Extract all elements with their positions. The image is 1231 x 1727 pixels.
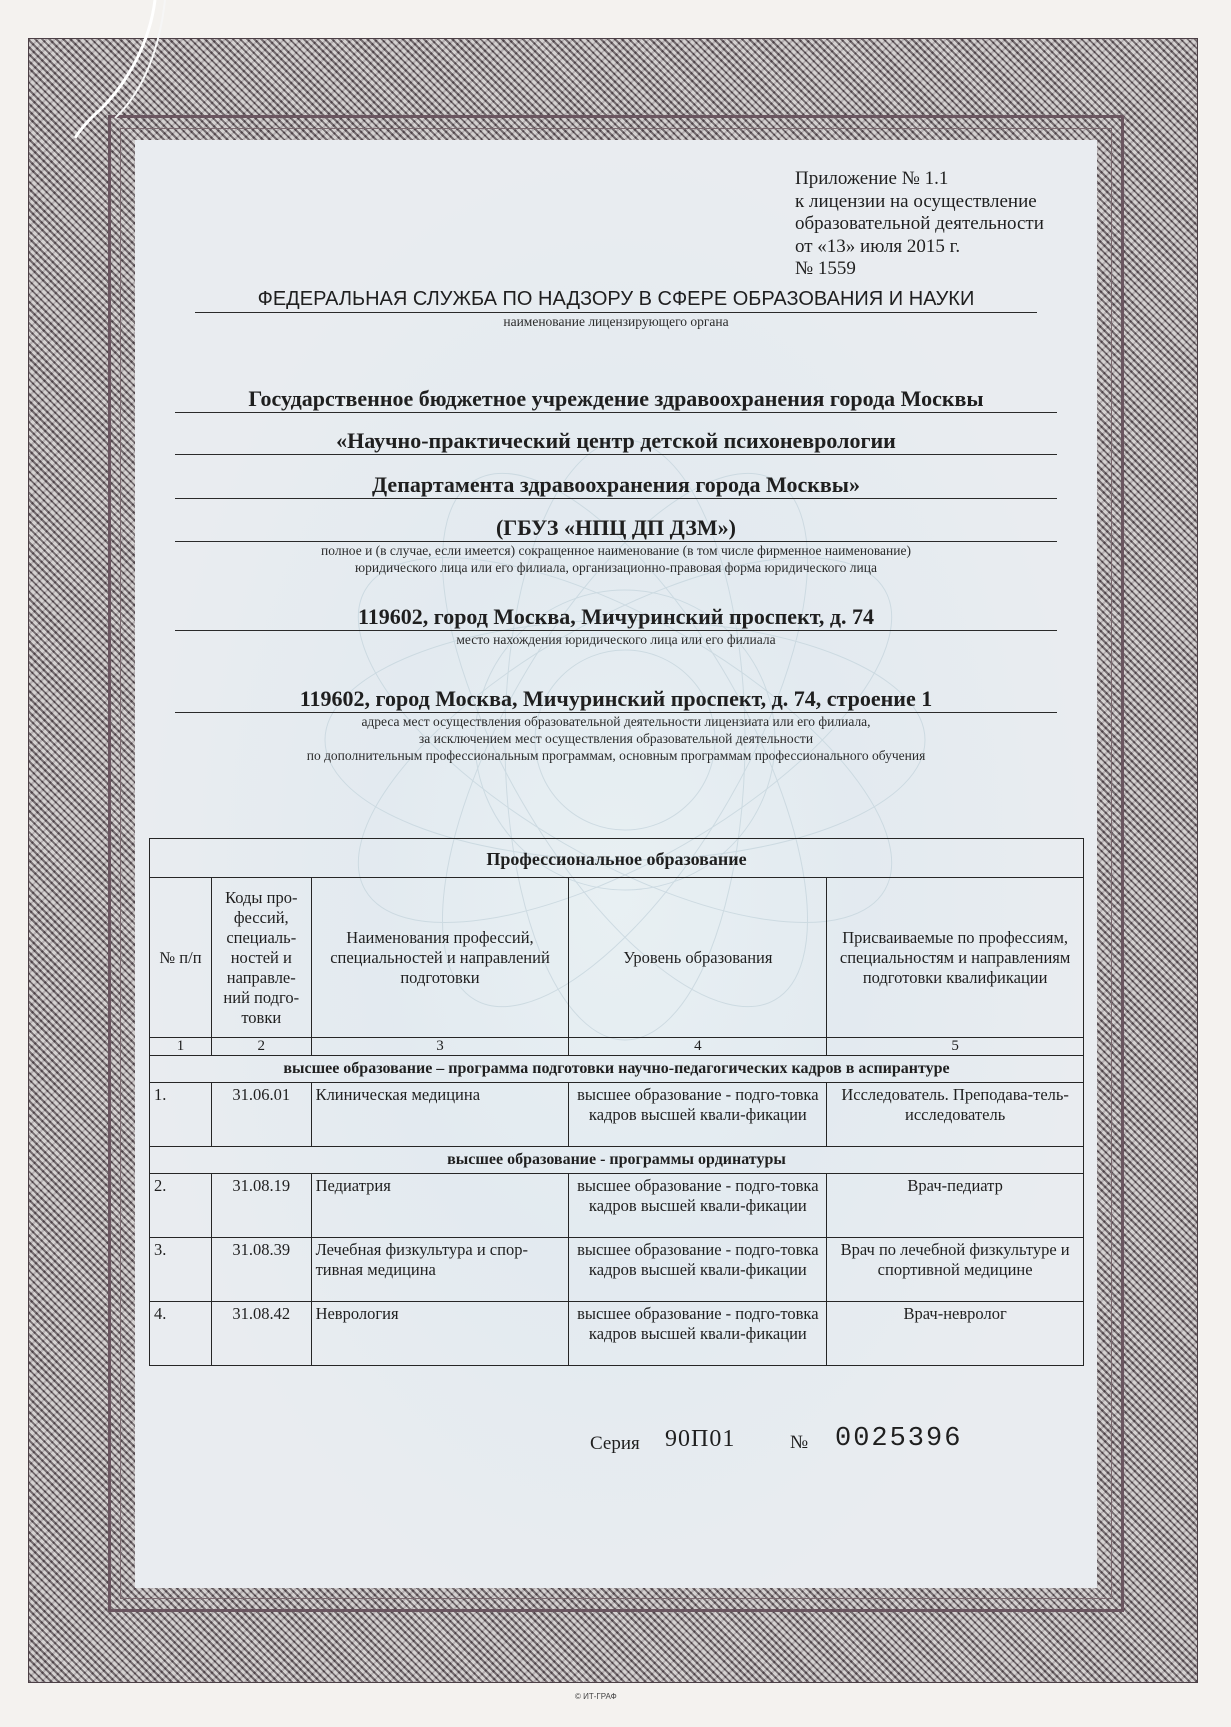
org-name-line-1: Государственное бюджетное учреждение здравоохранения города Москвы [248, 386, 984, 411]
row-level: высшее образование - подго-товка кадров высшей квали-фикации [569, 1083, 827, 1147]
row-name: Неврология [311, 1302, 569, 1366]
address-caption: место нахождения юридического лица или его филиала [456, 632, 776, 647]
org-caption-line-1: полное и (в случае, если имеется) сокращенное наименование (в том числе фирменное наименование) [321, 543, 911, 558]
row-level: высшее образование - подго-товка кадров высшей квали-фикации [569, 1302, 827, 1366]
series-label: Серия [590, 1433, 640, 1454]
agency-name: ФЕДЕРАЛЬНАЯ СЛУЖБА ПО НАДЗОРУ В СФЕРЕ ОБРАЗОВАНИЯ И НАУКИ [257, 288, 975, 310]
table-row [150, 1174, 1084, 1238]
org-underline [175, 412, 1057, 413]
row-code: 31.08.19 [211, 1174, 311, 1238]
row-name: Клиническая медицина [311, 1083, 569, 1147]
org-name-line-3: Департамента здравоохранения города Москвы» [372, 472, 860, 497]
header-qualification: Присваиваемые по профессиям, специальностям и направлениям подготовки квалификации [827, 878, 1084, 1038]
row-code: 31.06.01 [211, 1083, 311, 1147]
agency-underline [195, 312, 1037, 313]
row-qualification: Врач по лечебной физкультуре и спортивной медицине [827, 1238, 1084, 1302]
table-row [150, 1083, 1084, 1147]
table-row [150, 1238, 1084, 1302]
legal-address: 119602, город Москва, Мичуринский проспект, д. 74 [357, 604, 875, 629]
activity-caption-line-1: адреса мест осуществления образовательной деятельности лицензиата или его филиала, [361, 714, 871, 729]
table-row [150, 1302, 1084, 1366]
number-sign: № [790, 1432, 809, 1453]
column-number: 3 [311, 1038, 569, 1056]
row-num: 2. [150, 1174, 212, 1238]
printer-mark: © ИТ-ГРАФ [575, 1692, 617, 1701]
agency-caption: наименование лицензирующего органа [503, 314, 729, 329]
org-name-line-2: «Научно-практический центр детской психоневрологии [336, 428, 896, 453]
header-name: Наименования профессий, специальностей и направлений подготовки [311, 878, 569, 1038]
row-level: высшее образование - подго-товка кадров высшей квали-фикации [569, 1174, 827, 1238]
row-qualification: Исследователь. Преподава-тель-исследователь [827, 1083, 1084, 1147]
header-num: № п/п [150, 878, 212, 1038]
activity-caption-line-3: по дополнительным профессиональным программам, основным программам профессионального обучения [306, 748, 926, 763]
address-underline [175, 630, 1057, 631]
row-code: 31.08.39 [211, 1238, 311, 1302]
org-underline [175, 498, 1057, 499]
column-number: 1 [150, 1038, 212, 1056]
org-caption-line-2: юридического лица или его филиала, организационно-правовая форма юридического лица [355, 560, 877, 575]
activity-caption-line-2: за исключением мест осуществления образовательной деятельности [418, 731, 814, 746]
row-level: высшее образование - подго-товка кадров высшей квали-фикации [569, 1238, 827, 1302]
org-underline [175, 454, 1057, 455]
section-title: высшее образование – программа подготовки научно-педагогических кадров в аспирантуре [150, 1056, 1084, 1083]
org-underline [175, 541, 1057, 542]
column-number: 5 [827, 1038, 1084, 1056]
column-number: 4 [569, 1038, 827, 1056]
row-qualification: Врач-невролог [827, 1302, 1084, 1366]
column-number: 2 [211, 1038, 311, 1056]
row-num: 4. [150, 1302, 212, 1366]
row-code: 31.08.42 [211, 1302, 311, 1366]
activity-address: 119602, город Москва, Мичуринский проспект, д. 74, строение 1 [299, 686, 933, 711]
row-num: 1. [150, 1083, 212, 1147]
serial-number: 0025396 [835, 1424, 963, 1454]
org-short-name: (ГБУЗ «НПЦ ДП ДЗМ») [495, 515, 737, 540]
appendix-line: к лицензии на осуществление [795, 190, 1037, 212]
row-name: Лечебная физкультура и спор-тивная медицина [311, 1238, 569, 1302]
row-qualification: Врач-педиатр [827, 1174, 1084, 1238]
appendix-line: Приложение № 1.1 [795, 168, 949, 189]
header-code: Коды про-фессий, специаль-ностей и направле-ний подго-товки [211, 878, 311, 1038]
appendix-line: от «13» июля 2015 г. [795, 235, 961, 257]
appendix-line: образовательной деятельности [795, 213, 1044, 234]
table-title: Профессиональное образование [150, 839, 1084, 878]
header-level: Уровень образования [569, 878, 827, 1038]
series-code: 90П01 [665, 1426, 736, 1452]
row-name: Педиатрия [311, 1174, 569, 1238]
section-title: высшее образование - программы ординатуры [150, 1147, 1084, 1174]
document-body [135, 140, 1097, 1588]
education-table [149, 838, 1084, 1366]
appendix-block [795, 168, 1095, 281]
appendix-line: № 1559 [795, 258, 856, 279]
row-num: 3. [150, 1238, 212, 1302]
activity-underline [175, 712, 1057, 713]
